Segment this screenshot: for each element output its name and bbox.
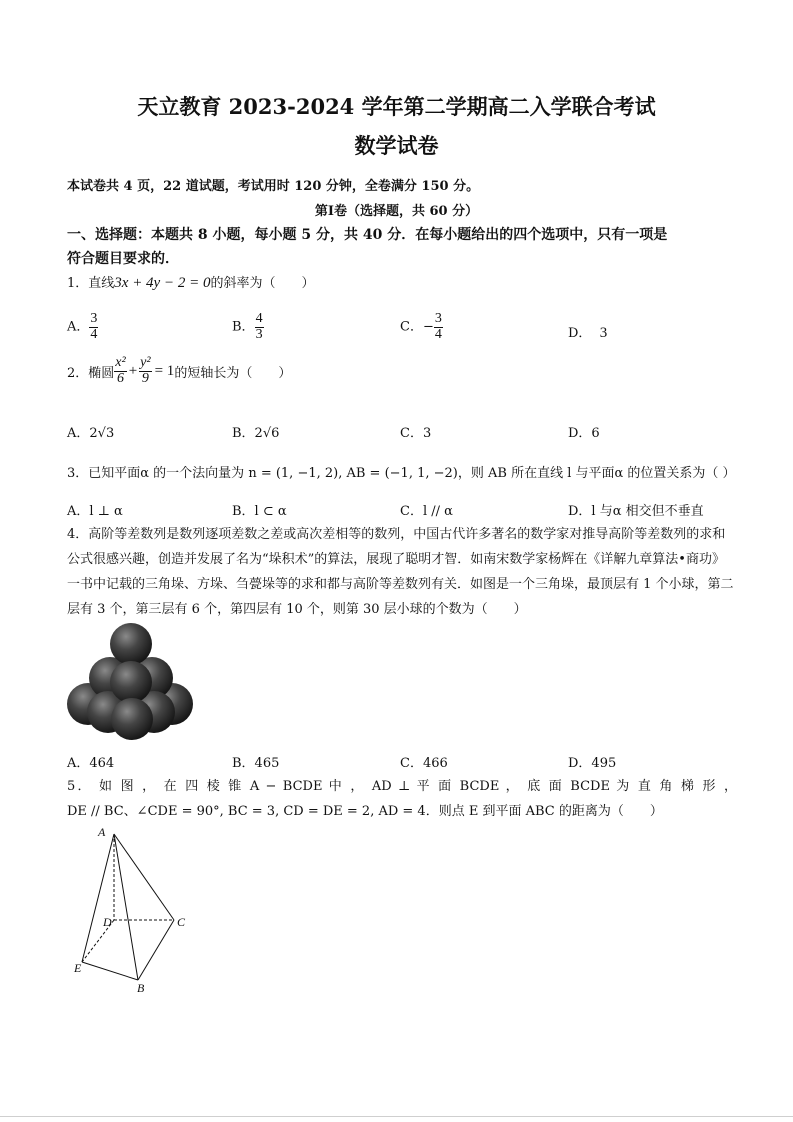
vertex-label-e: E	[74, 961, 82, 975]
question-5-line1: 5． 如 图 ， 在 四 棱 锥 A − BCDE 中 ， AD ⊥ 平 面 BCDE ， 底 面 BCDE 为 直 角 梯 形 ，	[67, 779, 737, 794]
q1-opt-b-num: 4	[255, 311, 263, 326]
q1-opt-c-sign: −	[422, 319, 434, 335]
q1-opt-a-label: A．	[67, 319, 90, 335]
q1-opt-b-label: B．	[232, 319, 255, 335]
q1-option-d	[568, 322, 607, 342]
q1-opt-d-val: 3	[599, 325, 608, 341]
q2-option-a: A．2√3	[67, 426, 115, 441]
q2-frac1-num: x²	[115, 355, 126, 370]
q4-option-c: C．466	[400, 756, 448, 771]
question-1	[67, 272, 314, 292]
q2-suffix: 的短轴长为（ ）	[174, 365, 292, 381]
edge-eb	[82, 962, 138, 980]
q3-option-d: D．l 与α 相交但不垂直	[568, 504, 704, 519]
q1-suffix: 的斜率为（ ）	[210, 276, 315, 291]
question-4: 4．高阶等差数列是数列逐项差数之差或高次差相等的数列，中国古代许多著名的数学家对推导高阶等差数列的求和公式很感兴趣，创造并发展了名为“垛积术”的算法，展现了聪明才智．如南宋数学家杨辉在《详解九章算法•商功》一书中记载的三角垛、方垛、刍甍垛等的求和都与高阶等差数列有关．如图是一个三角垛，最顶层有 1 个小球，第二层有 3 个，第三层有 6 个，第四层有 10 个，则第 30 层小球的个数为（ ）	[67, 527, 734, 617]
q2-plus: +	[128, 362, 138, 379]
vertex-label-a: A	[98, 825, 106, 839]
q4-option-b: B．465	[232, 756, 280, 771]
q4-option-d: D．495	[568, 756, 617, 771]
q4-option-a: A．464	[67, 756, 115, 771]
q1-opt-d-label: D．	[568, 326, 592, 341]
ball-icon	[111, 698, 153, 740]
q1-opt-b-den: 3	[255, 326, 263, 342]
q3-option-a: A．l ⊥ α	[67, 504, 123, 519]
q1-option-a	[67, 312, 98, 342]
edge-ab	[114, 834, 138, 980]
q1-opt-c-num: 3	[434, 311, 442, 326]
q1-opt-c-den: 4	[434, 326, 442, 342]
q3-option-b: B．l ⊂ α	[232, 504, 287, 519]
pyramid-figure	[70, 822, 200, 997]
ball-icon	[110, 661, 152, 703]
q2-prefix: 2．椭圆	[67, 365, 115, 381]
q1-equation: 3x + 4y − 2 = 0	[114, 275, 211, 291]
part-title: 第Ⅰ卷（选择题，共 60 分）	[314, 204, 479, 219]
q1-option-b	[232, 312, 264, 342]
q1-opt-c-label: C．	[400, 319, 423, 335]
ball-icon	[110, 623, 152, 665]
q1-opt-a-num: 3	[90, 311, 98, 326]
q1-prefix: 1．直线	[67, 276, 115, 291]
q2-frac1-den: 6	[116, 370, 124, 386]
section-intro-line2: 符合题目要求的．	[67, 251, 179, 267]
q3-option-c: C．l // α	[400, 504, 453, 519]
q2-option-c: C．3	[400, 426, 432, 441]
q2-option-d: D．6	[568, 426, 600, 441]
section-intro-line1: 一、选择题：本题共 8 小题，每小题 5 分，共 40 分．在每小题给出的四个选项中，只有一项是	[67, 227, 668, 243]
exam-subject-title: 数学试卷	[354, 133, 439, 158]
ball-stack-figure	[66, 620, 198, 742]
q2-frac2-num: y²	[140, 355, 151, 370]
vertex-label-d: D	[103, 915, 112, 929]
vertex-label-b: B	[137, 981, 145, 995]
question-5-line2: DE // BC、∠CDE = 90°, BC = 3, CD = DE = 2, AD = 4．则点 E 到平面 ABC 的距离为（ ）	[67, 804, 663, 819]
q2-equals: = 1	[154, 362, 175, 379]
page-bottom-divider	[0, 1116, 793, 1117]
q2-option-b: B．2√6	[232, 426, 280, 441]
q1-option-c	[400, 312, 443, 342]
exam-title: 天立教育 2023-2024 学年第二学期高二入学联合考试	[137, 94, 656, 119]
q1-opt-a-den: 4	[90, 326, 98, 342]
edge-bc	[138, 920, 174, 980]
edge-ac	[114, 834, 174, 920]
q2-frac2-den: 9	[141, 370, 149, 386]
exam-notice: 本试卷共 4 页，22 道试题，考试用时 120 分钟，全卷满分 150 分。	[67, 179, 480, 194]
question-2	[67, 356, 291, 386]
edge-ae	[82, 834, 114, 962]
question-3: 3．已知平面α 的一个法向量为 n = (1, −1, 2), AB = (−1, 1, −2)，则 AB 所在直线 l 与平面α 的位置关系为（ ）	[67, 466, 736, 481]
vertex-label-c: C	[177, 915, 186, 929]
